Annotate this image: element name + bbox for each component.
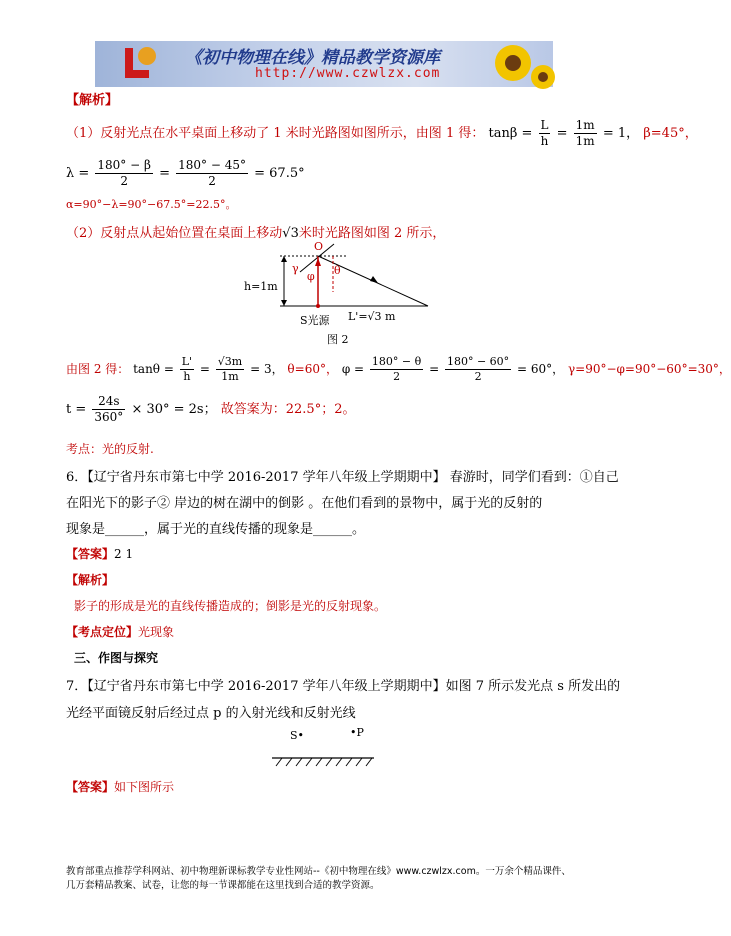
analysis-label-2: 【解析】 bbox=[66, 573, 115, 587]
question-6-line-2: 在阳光下的影子② 岸边的树在湖中的倒影 。在他们看到的景物中，属于光的反射的 bbox=[66, 496, 543, 511]
time-equation: t = $\frac{24s}{360^\circ}$ × 30° = 2s； 故答案为：22.5°；2。 bbox=[66, 394, 356, 424]
fraction-l-over-h: $\frac{L}{h}$ bbox=[540, 118, 549, 148]
question-7-line-2: 光经平面镜反射后经过点 p 的入射光线和反射光线 bbox=[66, 706, 356, 721]
distance-label: L'=√3 m bbox=[348, 310, 396, 323]
height-label: h=1m bbox=[244, 280, 278, 293]
tan-beta-label: tanβ = bbox=[488, 126, 533, 141]
phi-label: φ bbox=[307, 270, 315, 283]
analysis-step-1: （1）反射光点在水平桌面上移动了 1 米时光路图如图所示，由图 1 得： tanβ = $\frac{L}{h}$ = $\frac{1m}{1m}$ = 1， β=45°， bbox=[66, 118, 698, 148]
answer-2: 【答案】如下图所示 bbox=[66, 780, 175, 794]
analysis-text-2: 影子的形成是光的直线传播造成的；倒影是光的反射现象。 bbox=[74, 599, 387, 613]
step1-text: （1）反射光点在水平桌面上移动了 1 米时光路图如图所示，由图 1 得： bbox=[66, 126, 485, 141]
figure-2-caption: 图 2 bbox=[327, 333, 349, 346]
source-label: S光源 bbox=[300, 314, 330, 327]
theta-equation: 由图 2 得： tanθ = $\frac{L'}{h}$ = $\frac{√3m}{1m}$ = 3， θ=60°， φ = $\frac{180^\circ - \theta}{2}$ = $\frac{180^\circ - 60^\circ}{2}$ = 60°， γ=90°−φ=90°−60°=30°， bbox=[66, 355, 731, 383]
beta-value: β=45°， bbox=[643, 126, 698, 141]
mirror-diagram bbox=[270, 756, 378, 770]
point-s-label: S• bbox=[290, 729, 305, 742]
sunflower-icon bbox=[483, 41, 553, 87]
lambda-equation: λ = $\frac{180^\circ - \beta}{2}$ = $\frac{180^\circ - 45^\circ}{2}$ = 67.5° bbox=[66, 158, 305, 188]
key-point-1: 考点：光的反射. bbox=[66, 442, 154, 456]
footer-line-1: 教育部重点推荐学科网站、初中物理新课标教学专业性网站--《初中物理在线》www.czwlzx.com。一万余个精品课件、 bbox=[66, 866, 571, 877]
logo-icon bbox=[117, 42, 161, 86]
question-6-line-3: 现象是______，属于光的直线传播的现象是______。 bbox=[66, 522, 366, 537]
footer-line-2: 几万套精品教案、试卷，让您的每一节课都能在这里找到合适的教学资源。 bbox=[66, 880, 380, 891]
gamma-label: γ bbox=[292, 262, 299, 275]
fraction-1m-over-1m: $\frac{1m}{1m}$ bbox=[575, 118, 595, 148]
question-6-line-1: 6．【辽宁省丹东市第七中学 2016-2017 学年八年级上学期期中】 春游时，同学们看到：①自己 bbox=[66, 470, 619, 485]
question-7-line-1: 7．【辽宁省丹东市第七中学 2016-2017 学年八年级上学期期中】如图 7 所示发光点 s 所发出的 bbox=[66, 679, 621, 694]
answer-1: 【答案】2 1 bbox=[66, 547, 134, 561]
banner-url[interactable]: http://www.czwlzx.com bbox=[255, 66, 441, 81]
alpha-equation: α=90°−λ=90°−67.5°=22.5°。 bbox=[66, 198, 237, 211]
theta-label: θ bbox=[334, 264, 341, 277]
point-p-label: •P bbox=[350, 726, 364, 739]
point-o-label: O bbox=[314, 240, 324, 253]
analysis-step-2: （2）反射点从起始位置在桌面上移动√3米时光路图如图 2 所示， bbox=[66, 226, 446, 241]
section-heading: 三、作图与探究 bbox=[74, 651, 159, 665]
analysis-label: 【解析】 bbox=[66, 93, 119, 108]
banner-title: 《初中物理在线》精品教学资源库 bbox=[185, 48, 440, 68]
key-point-2: 【考点定位】光现象 bbox=[66, 625, 175, 639]
header-banner bbox=[95, 41, 553, 87]
